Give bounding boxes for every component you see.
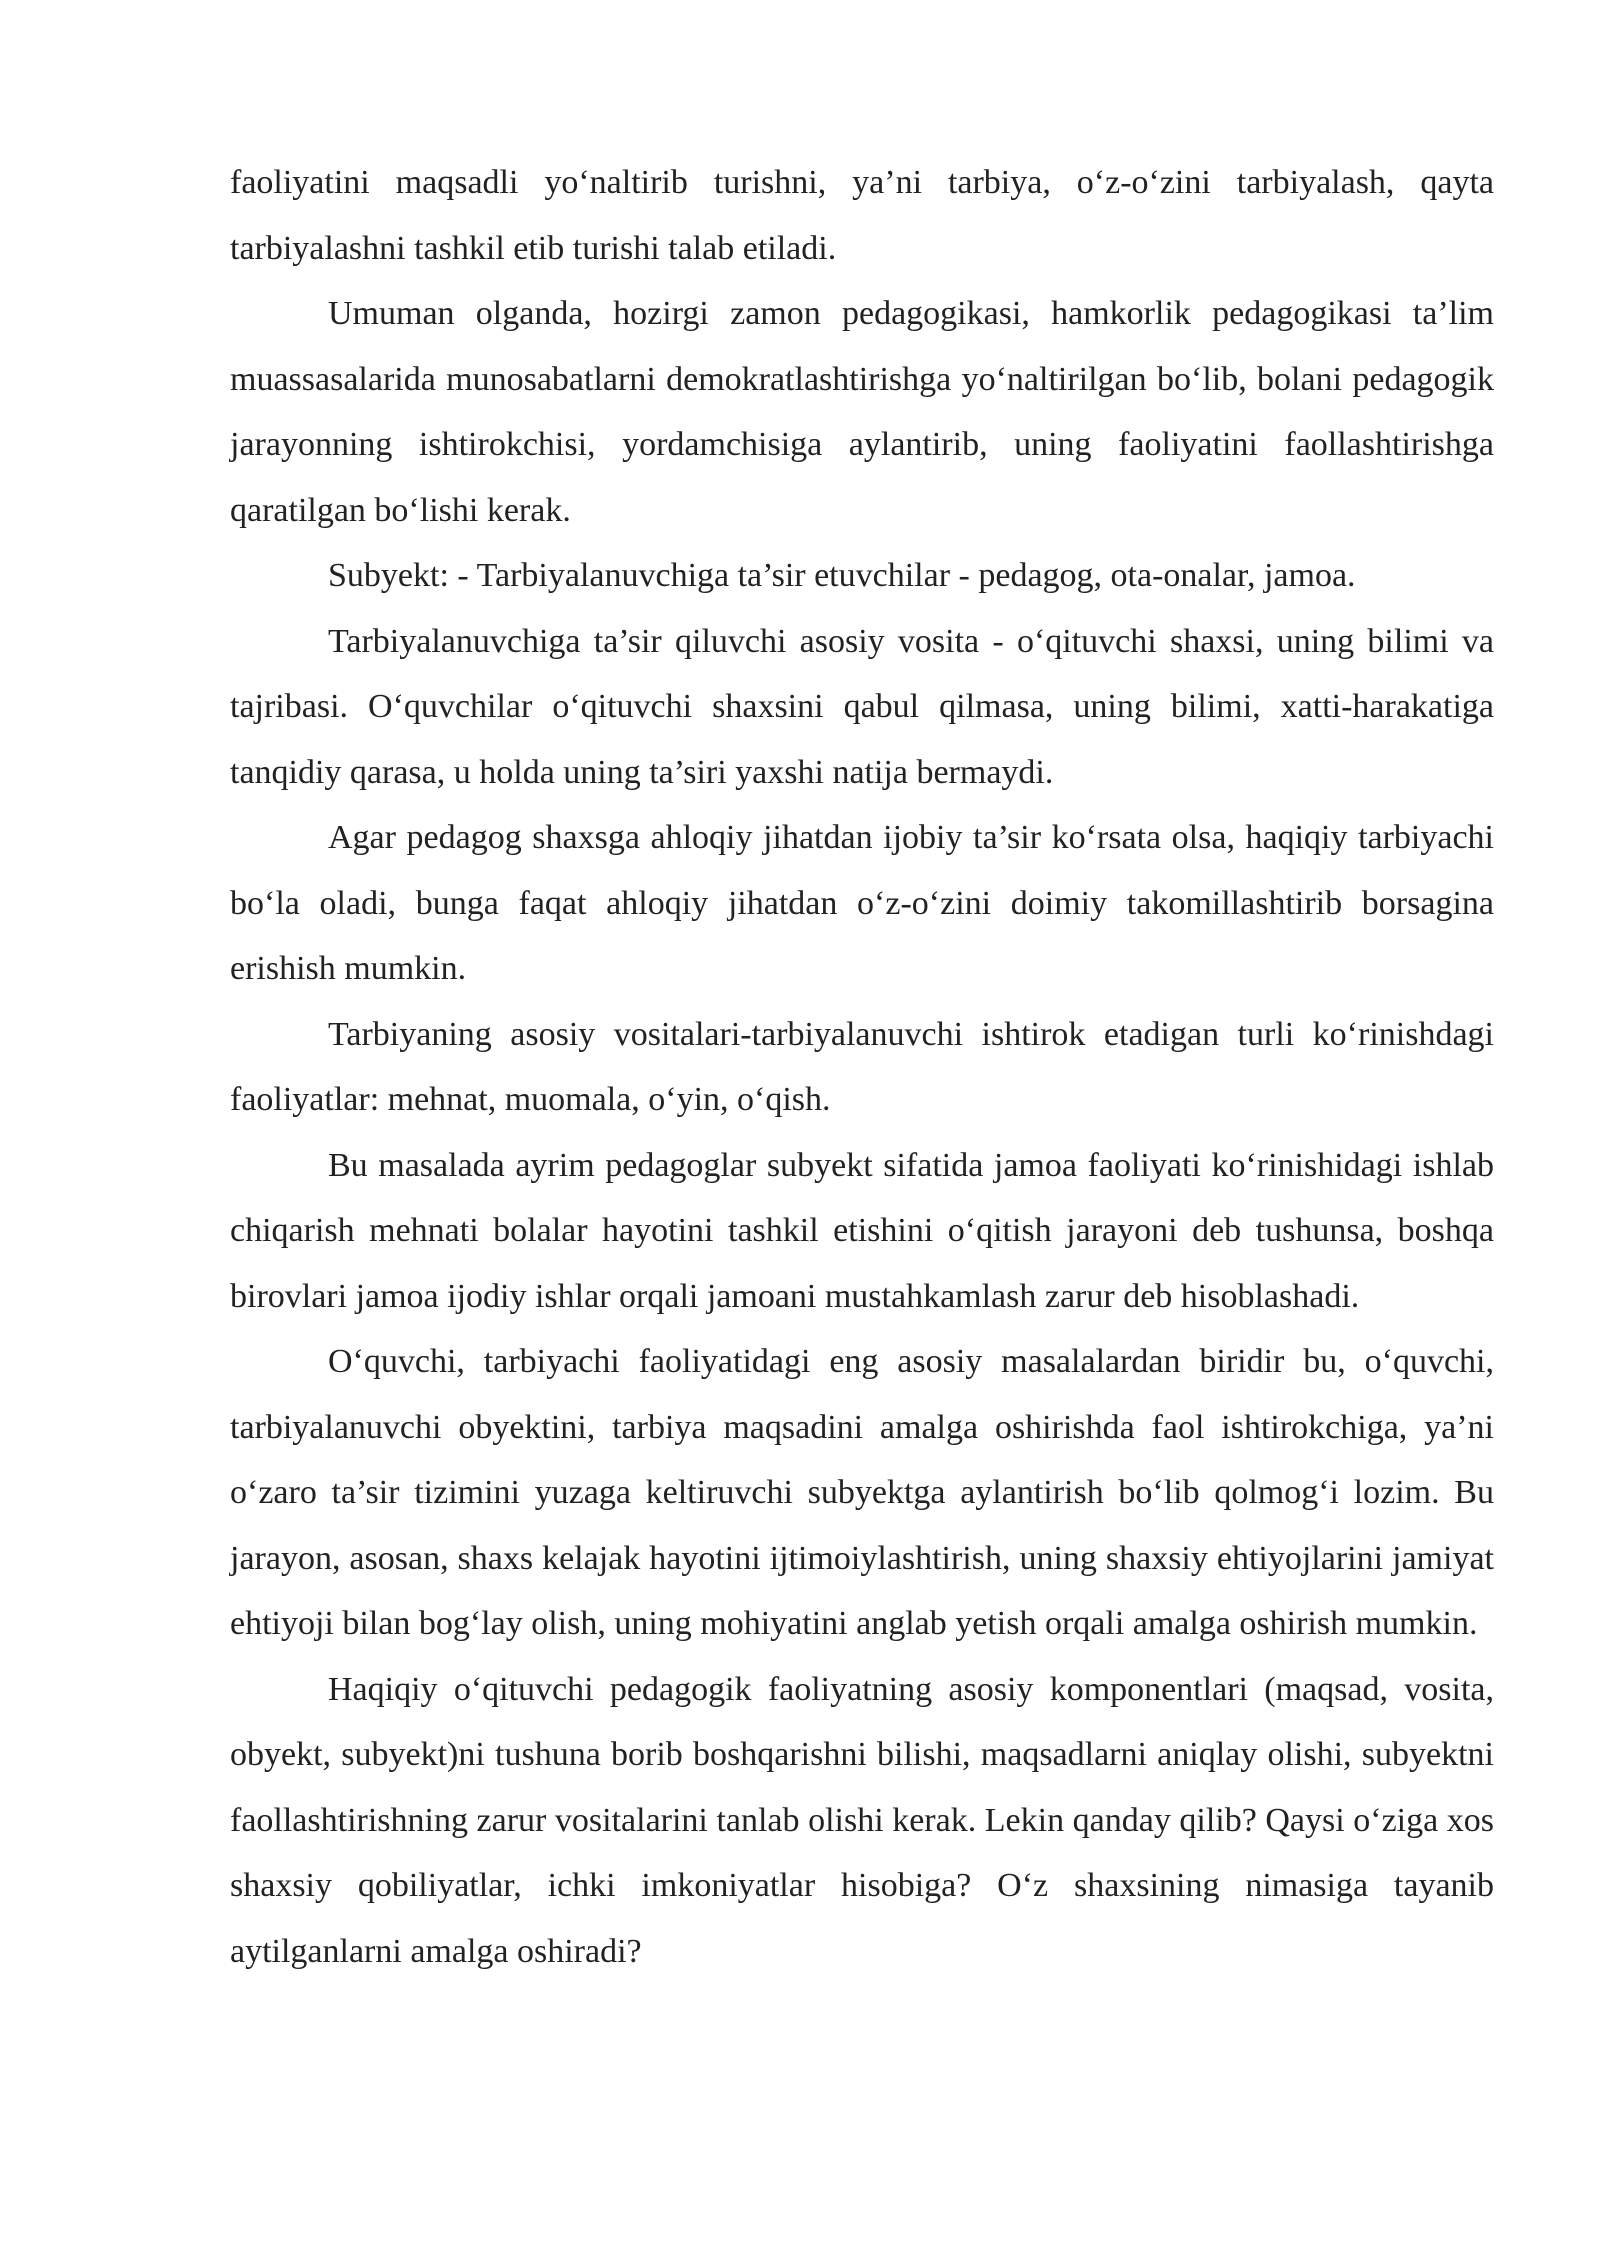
paragraph-9: Haqiqiy o‘qituvchi pedagogik faoliyatning asosiy komponentlari (maqsad, vosita, obyekt, subyekt)ni tushuna borib boshqarishni bilishi, maqsadlarni aniqlay olishi, subyektni faollashtirishning zarur vositalarini tanlab olishi kerak. Lekin qanday qilib? Qaysi o‘ziga xos shaxsiy qobiliyatlar, ichki imkoniyatlar hisobiga? O‘z shaxsining nimasiga tayanib aytilganlarni amalga oshiradi?: [230, 1670, 1494, 1970]
paragraph-6: Tarbiyaning asosiy vositalari-tarbiyalanuvchi ishtirok etadigan turli ko‘rinishdagi faoliyatlar: mehnat, muomala, o‘yin, o‘qish.: [230, 1015, 1494, 1118]
paragraph-7: Bu masalada ayrim pedagoglar subyekt sifatida jamoa faoliyati ko‘rinishidagi ishlab chiqarish mehnati bolalar hayotini tashkil etishini o‘qitish jarayoni deb tushunsa, boshqa birovlari jamoa ijodiy ishlar orqali jamoani mustahkamlash zarur deb hisoblashadi.: [230, 1146, 1494, 1315]
paragraph-1: faoliyatini maqsadli yo‘naltirib turishni, ya’ni tarbiya, o‘z-o‘zini tarbiyalash, qayta tarbiyalashni tashkil etib turishi talab etiladi.: [230, 164, 1494, 267]
document-page: [230, 150, 1494, 1984]
paragraph-5: Agar pedagog shaxsga ahloqiy jihatdan ijobiy ta’sir ko‘rsata olsa, haqiqiy tarbiyachi bo‘la oladi, bunga faqat ahloqiy jihatdan o‘z-o‘zini doimiy takomillashtirib borsagina erishish mumkin.: [230, 819, 1494, 987]
paragraph-4: Tarbiyalanuvchiga ta’sir qiluvchi asosiy vosita - o‘qituvchi shaxsi, uning bilimi va tajribasi. O‘quvchilar o‘qituvchi shaxsini qabul qilmasa, uning bilimi, xatti-harakatiga tanqidiy qarasa, u holda uning ta’siri yaxshi natija bermaydi.: [230, 622, 1494, 791]
paragraph-8: O‘quvchi, tarbiyachi faoliyatidagi eng asosiy masalalardan biridir bu, o‘quvchi, tarbiyalanuvchi obyektini, tarbiya maqsadini amalga oshirishda faol ishtirokchiga, ya’ni o‘zaro ta’sir tizimini yuzaga keltiruvchi subyektga aylantirish bo‘lib qolmog‘i lozim. Bu jarayon, asosan, shaxs kelajak hayotini ijtimoiylashtirish, uning shaxsiy ehtiyojlarini jamiyat ehtiyoji bilan bog‘lay olish, uning mohiyatini anglab yetish orqali amalga oshirish mumkin.: [230, 1343, 1494, 1642]
paragraph-3: Subyekt: - Tarbiyalanuvchiga ta’sir etuvchilar - pedagog, ota-onalar, jamoa.: [328, 557, 1356, 594]
paragraph-2: Umuman olganda, hozirgi zamon pedagogikasi, hamkorlik pedagogikasi ta’lim muassasalarida munosabatlarni demokratlashtirishga yo‘naltirilgan bo‘lib, bolani pedagogik jarayonning ishtirokchisi, yordamchisiga aylantirib, uning faoliyatini faollashtirishga qaratilgan bo‘lishi kerak.: [230, 295, 1494, 529]
